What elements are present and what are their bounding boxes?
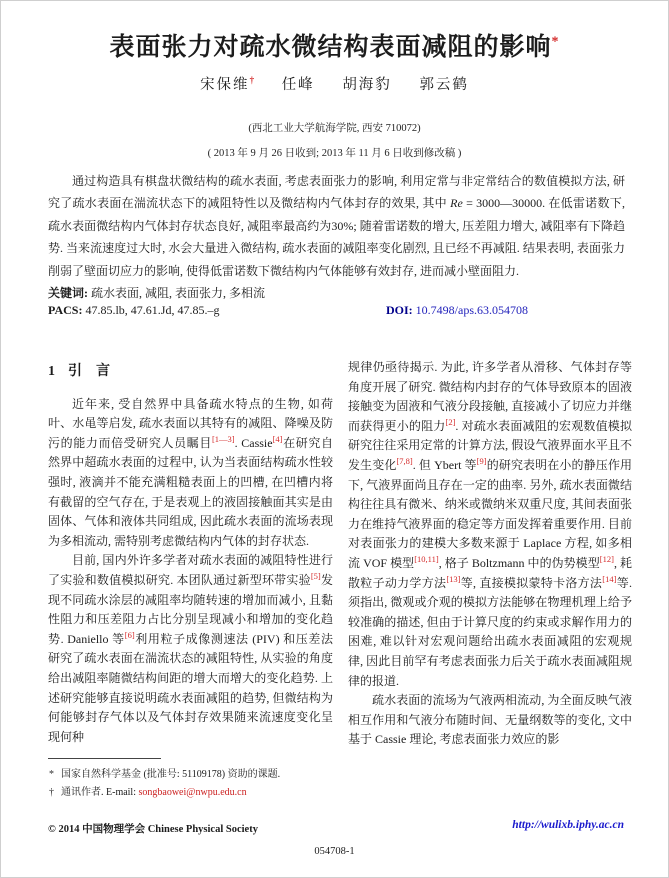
abstract-paragraph: 通过构造具有棋盘状微结构的疏水表面, 考虑表面张力的影响, 利用定常与非定常结合的数值模拟方法, 研究了疏水表面在湍流状态下的减阻特性以及微结构内气体封存的效果, 其中 Re = 3000—30000. 在低雷诺数下, 疏水表面微结构内气体封存状态良好, 减阻率最高约为30%; 随着雷诺数的增大, 压差阻力增大, 减阻率有下降趋势. 当来流速度过大时, 水会大量进入微结构, 疏水表面的减阻率变化剧烈, 且已经不再减阻. 结果表明, 表面张力削弱了壁面切应力的影响, 使得低雷诺数下微结构内气体能够有效封存, 进而减小壁面阻力. (48, 174, 625, 278)
author-name (200, 77, 254, 93)
funding-footnote-text: 国家自然科学基金 (批准号: 51109178) 资助的课题. (61, 769, 281, 780)
funding-footnote-marker: * (49, 769, 54, 780)
author-name-text: 宋保维 (200, 77, 250, 93)
received-dates: ( 2013 年 9 月 26 日收到; 2013 年 11 月 6 日收到修改稿 ) (207, 148, 462, 159)
pacs-doi-row (48, 303, 625, 318)
email-link[interactable]: songbaowei@nwpu.edu.cn (138, 786, 247, 798)
body-paragraph: 近年来, 受自然界中具备疏水特点的生物, 如荷叶、水黾等启发, 疏水表面以其特有的减阻、降噪及防污的能力而倍受研究人员瞩目[1—3]. Cassie[4]在研究自然界中超疏水表面的过程中, 认为当表面结构疏水性较强时, 液滴并不能充满粗糙表面上的凹槽, 在凹槽内将有截留的空气存在, 于是表观上的液固接触面其实是由固体、气体和液体共同组成, 因此疏水表面的流场表现为多相流动, 需特别考虑微结构内气体的封存状态. (48, 396, 333, 548)
copyright-notice: © 2014 中国物理学会 Chinese Physical Society (48, 824, 258, 835)
author-name (282, 77, 315, 93)
affiliation: (西北工业大学航海学院, 西安 710072) (248, 123, 421, 134)
author-name (342, 77, 392, 93)
corresponding-author-footnote (48, 784, 348, 802)
body-paragraph: 目前, 国内外许多学者对疏水表面的减阻特性进行了实验和数值模拟研究. 本团队通过新型环带实验[5]发现不同疏水涂层的减阻率均随转速的增加而减小, 且黏性阻力和压差阻力占比分别呈现减小和增加的变化趋势. Daniello 等[6]利用粒子成像测速法 (PIV) 和压差法研究了疏水表面在湍流状态的减阻特性, 从实验的角度给出减阻率随微结构间距的增大而增大的变化趋势. 上述研究能够直接说明疏水表面减阻的趋势, 但微结构为何能够封存气体以及气体封存效果随来流速度变化呈现何种 (48, 553, 333, 744)
left-column (48, 358, 333, 747)
pacs-value: 47.85.lb, 47.61.Jd, 47.85.–g (85, 303, 220, 317)
keywords-row (48, 284, 625, 301)
funding-footnote (48, 766, 348, 784)
keywords-label: 关键词: (48, 286, 88, 300)
author-list (1, 73, 668, 94)
section-heading-introduction (48, 362, 333, 382)
doi-label: DOI: (386, 303, 413, 317)
doi-link[interactable]: 10.7498/aps.63.054708 (415, 303, 529, 317)
corresponding-footnote-text: 通讯作者. E-mail: (61, 786, 139, 798)
body-paragraph: 疏水表面的流场为气液两相流动, 为全面反映气液相互作用和气液分布随时间、无量纲数等的变化, 文中基于 Cassie 理论, 考虑表面张力效应的影 (348, 693, 632, 747)
footnote-block (48, 758, 348, 801)
right-column (348, 358, 632, 750)
title-footnote-marker: * (551, 34, 560, 50)
doi-block (386, 303, 528, 318)
author-name-text: 任峰 (281, 77, 315, 93)
corresponding-footnote-marker: † (49, 786, 54, 798)
section-number: 1 (48, 364, 55, 379)
journal-website-link[interactable]: http://wulixb.iphy.ac.cn (512, 819, 624, 831)
section-title: 引 言 (68, 364, 110, 379)
author-name (419, 77, 469, 93)
page-number: 054708-1 (314, 846, 355, 857)
body-paragraph: 规律仍亟待揭示. 为此, 许多学者从滑移、气体封存等角度开展了研究. 微结构内封存的气体导致原本的固液接触变为固液和气液分段接触, 直接减小了切应力并继而获得更小的阻力[2]. 对疏水表面减阻的宏观数值模拟研究往往采用定常的计算方法, 假设气液界面水平且不发生变化[7,8]. 但 Ybert 等[9]的研究表明在小的静压作用下, 气液界面尚且存在一定的曲率. 另外, 疏水表面微结构往往具有微米、纳米或微纳米双重尺度, 其间表面张力在维持气液界面的稳定等方面发挥着重要作用. 目前对表面张力的建模大多数来源于 Laplace 方程, 如多相流 VOF 模型[10,11], 格子 Boltzmann 中的伪势模型[12], 耗散粒子动力学方法[13]等, 直接模拟蒙特卡洛方法[14]等. 须指出, 微观或介观的模拟方法能够在物理机理上给予较准确的描述, 但由于计算尺度的约束或求解作用力的困难, 难以针对宏观问题给出疏水表面减阻的宏观规律, 因此目前罕有考虑表面张力后关于疏水表面减阻规律的报道. (348, 360, 632, 688)
author-name-text: 胡海豹 (342, 77, 392, 93)
keywords-value: 疏水表面, 减阻, 表面张力, 多相流 (91, 286, 266, 300)
corresponding-author-marker: † (249, 75, 255, 86)
footnote-divider (48, 758, 161, 759)
paper-title-text: 表面张力对疏水微结构表面减阻的影响 (109, 34, 552, 61)
pacs-label: PACS: (48, 303, 83, 317)
author-name-text: 郭云鹤 (419, 77, 469, 93)
paper-title (1, 27, 668, 63)
